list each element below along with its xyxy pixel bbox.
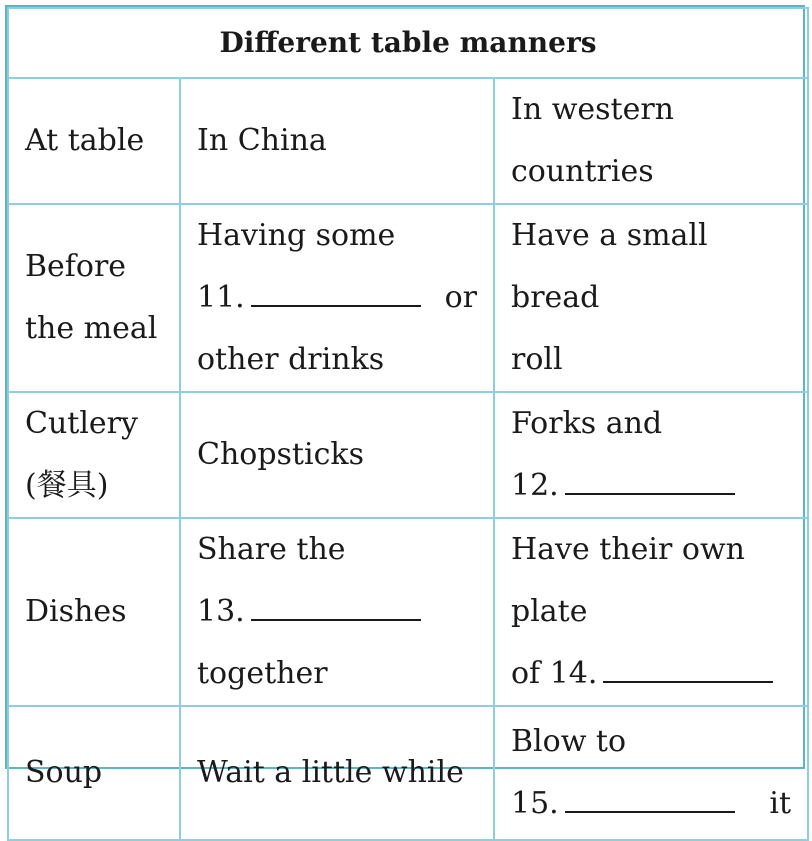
table-title: Different table manners [8, 8, 808, 78]
cell-china-before-meal [180, 204, 494, 392]
cell-west-cutlery [494, 392, 808, 518]
row-label-dishes: Dishes [8, 518, 180, 706]
cell-line: Forks and [511, 406, 663, 441]
cell-west-soup [494, 706, 808, 840]
table-manners-table [7, 7, 809, 841]
cell-line: Share the [197, 532, 346, 567]
blank-14-field[interactable] [603, 651, 773, 683]
cell-line-blank [511, 773, 791, 835]
cell-china-soup: Wait a little while [180, 706, 494, 840]
cell-line: roll [511, 342, 563, 377]
blank-13-field[interactable] [251, 589, 421, 621]
row-label-line: Before [25, 249, 127, 284]
cell-suffix: it [769, 786, 791, 821]
blank-number-15: 15. [511, 786, 559, 821]
blank-12-field[interactable] [565, 463, 735, 495]
header-in-china: In China [180, 78, 494, 204]
cell-line-blank [511, 643, 791, 705]
title-row [8, 8, 808, 78]
cell-line: Having some [197, 218, 396, 253]
cell-line: Blow to [511, 724, 627, 759]
cell-line-blank [197, 581, 477, 643]
cell-line: other drinks [197, 342, 385, 377]
cell-line: Have a small bread [511, 218, 708, 315]
table-frame [5, 5, 805, 821]
row-label-before-meal [8, 204, 180, 392]
cell-line: Have their own plate [511, 532, 745, 629]
row-label-soup: Soup [8, 706, 180, 840]
cell-suffix: or [444, 280, 477, 315]
cell-line: together [197, 656, 328, 691]
cell-china-dishes [180, 518, 494, 706]
blank-15-field[interactable] [565, 781, 735, 813]
row-label-line: the meal [25, 311, 158, 346]
row-label-cutlery [8, 392, 180, 518]
blank-number-14: of 14. [511, 656, 598, 691]
table-row [8, 392, 808, 518]
header-at-table: At table [8, 78, 180, 204]
table-row [8, 204, 808, 392]
blank-number-13: 13. [197, 594, 245, 629]
cell-west-dishes [494, 518, 808, 706]
blank-number-11: 11. [197, 280, 245, 315]
cell-line-blank [511, 455, 791, 517]
table-row [8, 706, 808, 840]
cell-line-blank [197, 267, 477, 329]
header-row [8, 78, 808, 204]
blank-number-12: 12. [511, 468, 559, 503]
row-label-line: Cutlery [25, 406, 138, 441]
header-in-western-countries: In western countries [494, 78, 808, 204]
table-row [8, 518, 808, 706]
row-label-line: (餐具) [25, 468, 109, 503]
cell-west-before-meal [494, 204, 808, 392]
blank-11-field[interactable] [251, 275, 421, 307]
cell-china-cutlery: Chopsticks [180, 392, 494, 518]
